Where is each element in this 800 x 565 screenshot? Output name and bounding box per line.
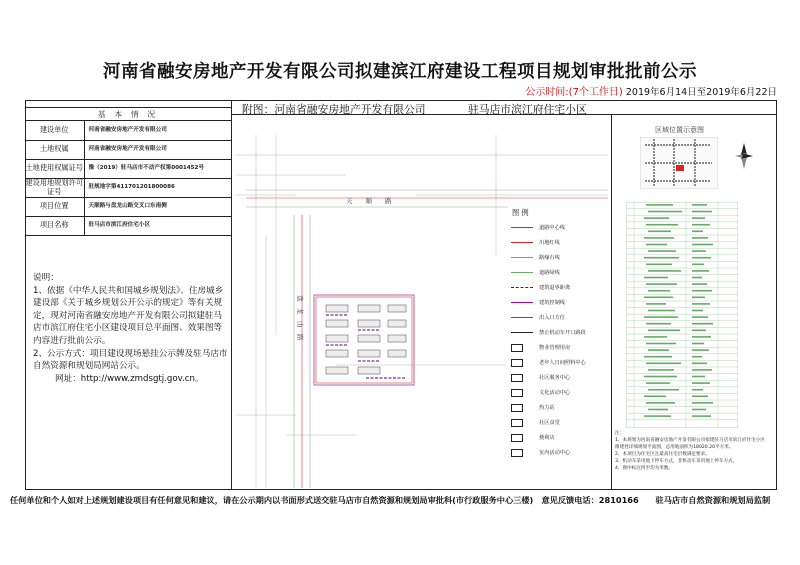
footer-supervisor: 驻马店市自然资源和规划局监制	[655, 495, 771, 505]
bottom-note-line: 3、机动车采用地下停车方式，非机动车采用地上停车方式。	[615, 459, 738, 464]
legend-item	[508, 250, 608, 265]
bottom-note-line: 1、本规划为河南省融安房地产开发有限公司拟建驻马店市滨江府住宅小区	[615, 438, 765, 443]
legend-label: 道路中心线	[539, 225, 565, 231]
legend-swatch-icon	[511, 287, 533, 288]
legend-label: 路缘石线	[539, 255, 560, 261]
legend-label: 便利店	[539, 435, 555, 441]
legend-swatch-icon	[511, 359, 523, 367]
legend-label: 出入口方位	[539, 315, 565, 321]
legend-swatch-icon	[511, 302, 533, 303]
legend-swatch-icon	[511, 389, 523, 397]
panel-divider	[611, 115, 612, 490]
legend-label: 道路绿线	[539, 270, 560, 276]
legend-label: 建筑控制线	[539, 300, 565, 306]
info-value: 河南省融安房地产开发有限公司	[84, 121, 232, 140]
publicity-label: 公示时间:(7个工作日)	[525, 87, 623, 98]
bottom-note-line: 注：	[615, 431, 625, 436]
info-key: 建设用地规划许可证号	[25, 177, 83, 196]
table-row	[25, 159, 232, 178]
page-title: 河南省融安房地产开发有限公司拟建滨江府建设工程项目规划审批批前公示	[103, 62, 697, 82]
legend-item	[508, 325, 608, 340]
table-row	[25, 140, 232, 159]
legend-swatch-icon	[511, 332, 533, 333]
legend-swatch-icon	[511, 449, 523, 457]
legend-swatch-icon	[511, 344, 523, 352]
publicity-dates: 2019年6月14日至2019年6月22日	[625, 87, 777, 98]
info-key: 土地使用权属证号	[25, 159, 84, 178]
road-label-north: 天 顺 路	[346, 197, 392, 205]
legend-swatch-icon	[511, 272, 533, 273]
table-row	[25, 121, 232, 140]
info-key: 项目名称	[25, 216, 84, 235]
legend-swatch-icon	[511, 227, 533, 228]
info-value: 豫（2019）驻马店市不动产权第0001452号	[84, 159, 232, 178]
region-title: 区域位置示意图	[655, 126, 704, 134]
legend-item	[508, 340, 608, 355]
legend-item	[508, 385, 608, 400]
legend-label: 建筑退界距离	[539, 285, 571, 291]
bottom-notes	[615, 430, 773, 472]
legend-swatch-icon	[511, 242, 533, 243]
info-value: 驻马店市滨江府住宅小区	[84, 216, 232, 235]
region-map-drawing	[640, 137, 718, 189]
north-arrow-icon	[733, 141, 755, 171]
info-value: 河南省融安房地产开发有限公司	[84, 140, 232, 159]
table-row	[25, 178, 232, 197]
legend-item	[508, 415, 608, 430]
legend-swatch-icon	[511, 317, 533, 318]
map-legend	[508, 206, 608, 456]
legend-label: 社区服务中心	[539, 375, 571, 381]
legend-item	[508, 445, 608, 460]
legend-swatch-icon	[511, 419, 523, 427]
bottom-note-line: 修建性详细规划平面图，总用地面积为18020.20平方米。	[615, 445, 734, 450]
legend-label: 川地红线	[539, 240, 560, 246]
footer	[10, 495, 795, 506]
info-header: 基 本 情 况	[25, 107, 231, 121]
attachment-project: 驻马店市滨江府住宅小区	[468, 103, 587, 116]
legend-item	[508, 310, 608, 325]
region-map	[640, 137, 718, 189]
legend-item	[508, 400, 608, 415]
legend-item	[508, 355, 608, 370]
legend-label: 禁止机动车开口路段	[539, 330, 586, 336]
bottom-note-line: 4、图中标注四至均为米数。	[615, 466, 674, 471]
legend-list	[508, 220, 608, 460]
legend-item	[508, 430, 608, 445]
legend-title: 图 例	[512, 208, 529, 217]
legend-swatch-icon	[511, 404, 523, 412]
legend-label: 文化活动中心	[539, 390, 571, 396]
legend-item	[508, 295, 608, 310]
notes-line: 2、公示方式：项目建设现场悬挂公示牌及驻马店市自然资源和规划局网站公示。	[33, 348, 228, 372]
bottom-note-line: 2、本项目为住宅区且最高住宅层数满足要求。	[615, 452, 710, 457]
notes-line: 1、依据《中华人民共和国城乡规划法》、住房城乡建设部《关于城乡规划公开公示的规定》等有关规定，现对河南省融安房地产开发有限公司拟建驻马店市滨江府住宅小区建设项目总平面图、效果图等内容进行批前公示。	[33, 285, 224, 346]
legend-swatch-icon	[511, 257, 533, 258]
legend-swatch-icon	[511, 434, 523, 442]
legend-item	[508, 235, 608, 250]
legend-item	[508, 370, 608, 385]
legend-label: 室内活动中心	[539, 450, 571, 456]
table-row	[25, 197, 232, 216]
indicators-table-drawing	[626, 202, 738, 428]
technical-indicators-table	[626, 202, 738, 428]
notes-website[interactable]: 网址：http://www.zmdsgtj.gov.cn。	[55, 373, 204, 384]
legend-item	[508, 265, 608, 280]
info-key: 建设单位	[25, 121, 84, 140]
info-key: 土地权属	[25, 140, 84, 159]
publicity-period	[525, 83, 777, 98]
attachment-label: 附图：河南省融安房地产开发有限公司	[242, 103, 426, 116]
table-row	[25, 216, 232, 235]
legend-label: 热力站	[539, 405, 555, 411]
legend-label: 物业管理用房	[539, 345, 571, 351]
legend-label: 社区食堂	[539, 420, 560, 426]
legend-item	[508, 220, 608, 235]
info-key: 项目位置	[25, 197, 84, 216]
legend-swatch-icon	[511, 374, 523, 382]
notes-heading: 说明：	[33, 273, 59, 283]
legend-label: 老年人日间照料中心	[539, 360, 586, 366]
info-value: 天顺路与盘龙山路交叉口东南侧	[84, 197, 232, 216]
info-panel	[25, 100, 232, 490]
info-value: 驻规地字第411701201800086	[84, 178, 232, 197]
info-table	[25, 121, 232, 236]
notes	[33, 272, 229, 385]
footer-notice: 任何单位和个人如对上述规划建设项目有任何意见和建议，请在公示期内以书面形式送交驻马店市自然资源和规划局审批科(市行政服务中心三楼) 意见反馈电话：2810166	[10, 495, 639, 505]
legend-item	[508, 280, 608, 295]
road-label-west: 盘 龙 山 路	[296, 295, 304, 341]
